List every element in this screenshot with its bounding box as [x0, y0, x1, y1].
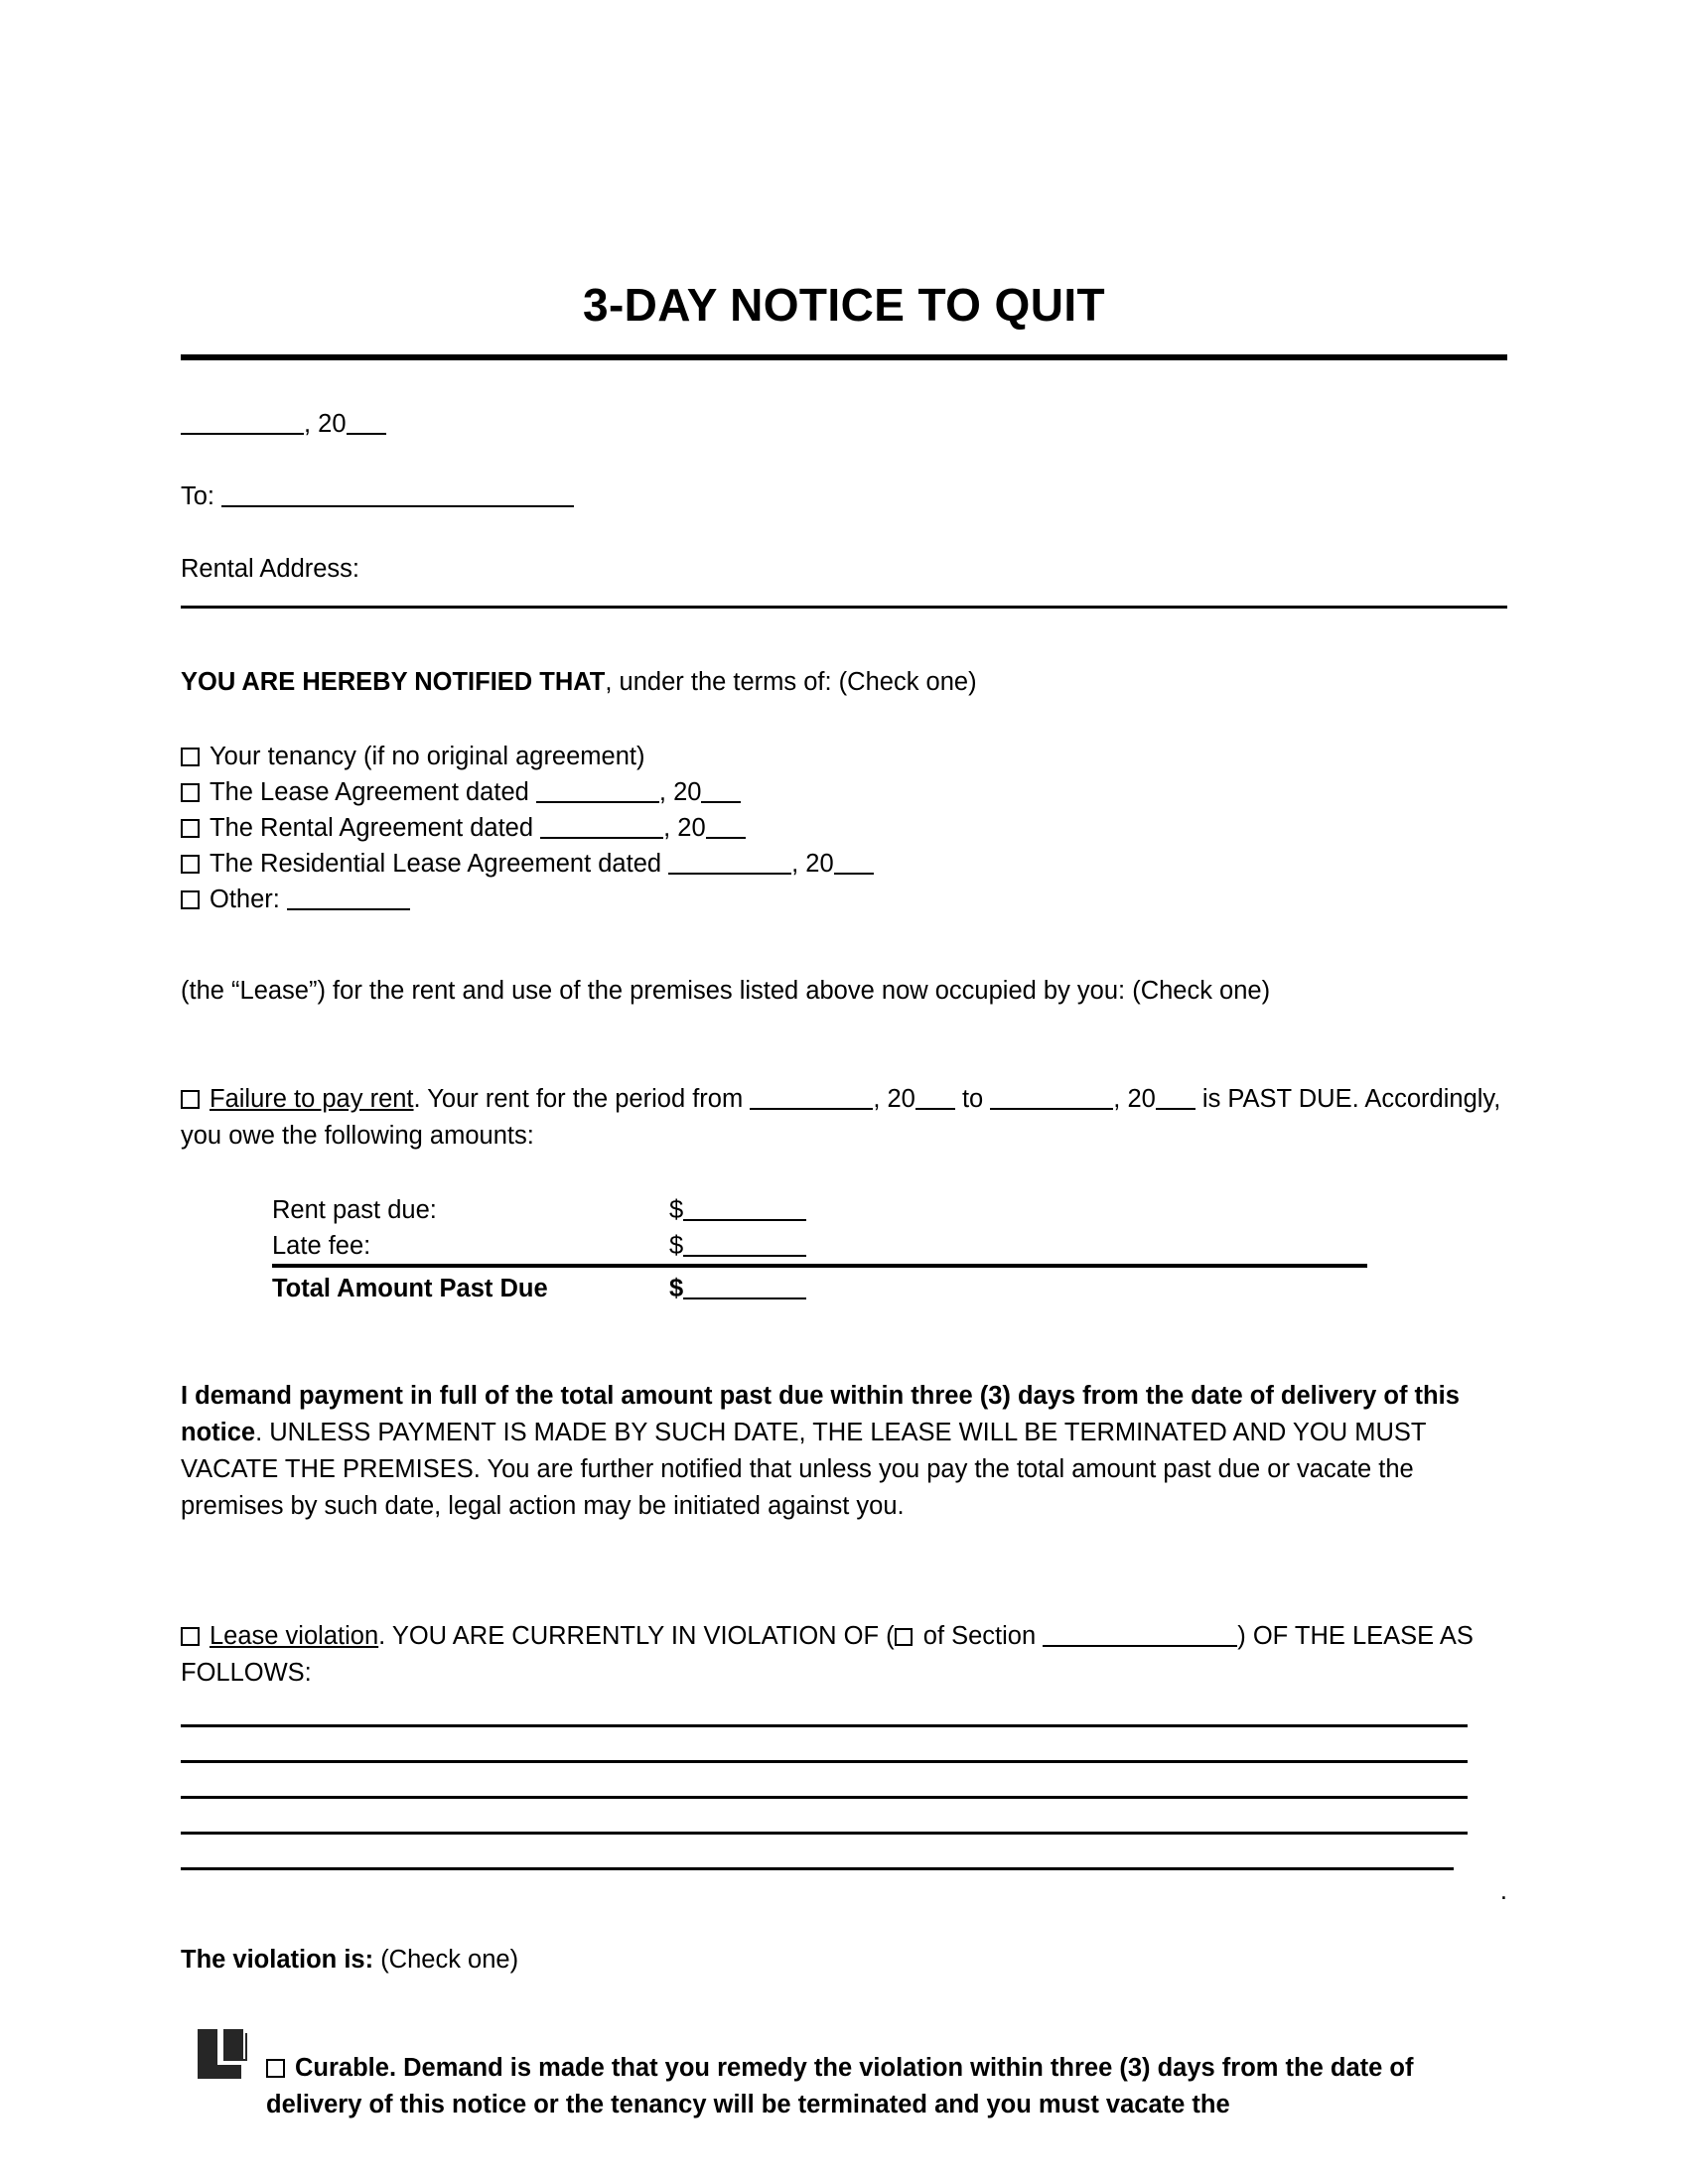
checkbox-icon[interactable] [181, 890, 200, 909]
lease-intro-paragraph: (the “Lease”) for the rent and use of the premises listed above now occupied by you: (Check one) [181, 976, 1271, 1005]
checkbox-icon[interactable] [181, 819, 200, 838]
violation-is-line [181, 1942, 1507, 1979]
violation-write-line[interactable] [181, 1867, 1454, 1870]
period-start-date-blank[interactable] [750, 1082, 873, 1110]
notice-date-line [181, 360, 1507, 443]
agreement-option-tenancy[interactable] [181, 739, 1507, 774]
currency-symbol: $ [669, 1231, 684, 1260]
to-label: To: [181, 481, 222, 510]
currency-symbol: $ [669, 1195, 684, 1224]
agreement-option-label: Your tenancy (if no original agreement) [210, 742, 645, 770]
table-row [272, 1192, 1367, 1228]
period-end-date-blank[interactable] [990, 1082, 1113, 1110]
total-past-due-label: Total Amount Past Due [272, 1266, 669, 1306]
table-spacer-cell [997, 1192, 1367, 1228]
failure-to-pay-paragraph [181, 1081, 1507, 1155]
recipient-line [181, 443, 1507, 515]
demand-payment-rest: . UNLESS PAYMENT IS MADE BY SUCH DATE, THE LEASE WILL BE TERMINATED AND YOU MUST VACATE THE PREMISES. You are further notified that unless you pay the total amount past due or vacate the premises by such date, legal action may be initiated against you. [181, 1418, 1427, 1520]
total-past-due-blank[interactable] [683, 1272, 806, 1299]
rental-agreement-date-blank[interactable] [540, 811, 663, 839]
agreement-options-list [181, 739, 1507, 917]
table-row [272, 1228, 1367, 1266]
late-fee-value-cell [669, 1228, 997, 1266]
agreement-option-label: The Rental Agreement dated [210, 813, 541, 842]
checkbox-icon[interactable] [266, 2059, 285, 2078]
recipient-name-blank[interactable] [221, 479, 574, 507]
curable-option[interactable] [181, 2050, 1507, 2123]
agreement-option-residential-lease[interactable] [181, 846, 1507, 882]
page-title: 3-DAY NOTICE TO QUIT [582, 279, 1106, 331]
lease-violation-part2: of Section [915, 1621, 1044, 1650]
agreement-option-label: The Lease Agreement dated [210, 777, 536, 806]
lease-violation-paragraph [181, 1618, 1507, 1692]
violation-write-line[interactable] [181, 1724, 1468, 1727]
checkbox-icon[interactable] [181, 783, 200, 802]
rental-address-label: Rental Address: [181, 554, 360, 583]
agreement-option-label: The Residential Lease Agreement dated [210, 849, 669, 878]
total-past-due-value-cell [669, 1266, 997, 1306]
late-fee-label: Late fee: [272, 1231, 371, 1260]
rent-past-due-blank[interactable] [683, 1193, 806, 1221]
rent-past-due-value-cell [669, 1192, 997, 1228]
checkbox-icon[interactable] [181, 855, 200, 874]
violation-write-line-final-wrap [181, 1867, 1507, 1905]
violation-description-lines [181, 1724, 1507, 1905]
currency-symbol: $ [669, 1274, 684, 1302]
agreement-option-other[interactable] [181, 882, 1507, 917]
past-due-amounts-table [272, 1192, 1367, 1306]
notice-year-blank[interactable] [347, 407, 386, 435]
hereby-notified-line [181, 664, 1507, 701]
table-spacer-cell [997, 1266, 1367, 1306]
violation-is-rest: (Check one) [373, 1945, 519, 1974]
hereby-notified-bold: YOU ARE HEREBY NOTIFIED THAT [181, 667, 606, 696]
late-fee-blank[interactable] [683, 1229, 806, 1257]
violation-write-line[interactable] [181, 1760, 1468, 1763]
lease-section-blank[interactable] [1043, 1619, 1237, 1647]
checkbox-icon[interactable] [181, 748, 200, 766]
agreement-option-rental-agreement[interactable] [181, 810, 1507, 846]
table-row-total [272, 1266, 1367, 1306]
lease-agreement-year-prefix: , 20 [658, 777, 702, 806]
period-end-year-prefix: , 20 [1113, 1084, 1156, 1113]
notice-year-prefix: , 20 [304, 409, 347, 438]
checkbox-icon[interactable] [181, 1627, 200, 1646]
lease-agreement-year-blank[interactable] [701, 775, 741, 803]
agreement-option-label: Other: [210, 885, 287, 913]
period-start-year-blank[interactable] [915, 1082, 955, 1110]
period-mid: to [954, 1084, 991, 1113]
residential-lease-date-blank[interactable] [668, 847, 791, 875]
failure-to-pay-part1: . Your rent for the period from [413, 1084, 751, 1113]
period-end-year-blank[interactable] [1156, 1082, 1196, 1110]
checkbox-icon[interactable] [181, 1090, 200, 1109]
curable-option-label: Curable. Demand is made that you remedy the violation within three (3) days from the date of delivery of this notice or the tenancy will be terminated and you must vacate the [266, 2053, 1414, 2118]
failure-to-pay-heading: Failure to pay rent [210, 1084, 414, 1113]
residential-lease-year-blank[interactable] [834, 847, 874, 875]
violation-terminal-period: . [1499, 1876, 1507, 1905]
document-content [181, 0, 1507, 2123]
demand-payment-bold: I demand payment in full of the total amount past due within three (3) days from the date of delivery of this notice [181, 1381, 1460, 1446]
legal-templates-logo [196, 2027, 249, 2081]
rental-agreement-year-prefix: , 20 [663, 813, 706, 842]
notice-date-blank[interactable] [181, 407, 304, 435]
demand-payment-paragraph [181, 1378, 1507, 1525]
rental-agreement-year-blank[interactable] [706, 811, 746, 839]
violation-write-line[interactable] [181, 1832, 1468, 1835]
failure-to-pay-part2: is PAST DUE. Accordingly, you owe the following amounts: [181, 1084, 1501, 1150]
violation-is-label: The violation is: [181, 1945, 374, 1974]
lease-violation-part3: ) OF THE LEASE AS FOLLOWS: [181, 1621, 1474, 1687]
period-start-year-prefix: , 20 [873, 1084, 915, 1113]
residential-lease-year-prefix: , 20 [791, 849, 834, 878]
rent-past-due-label: Rent past due: [272, 1195, 437, 1224]
lease-agreement-date-blank[interactable] [536, 775, 659, 803]
logo-icon [196, 2027, 249, 2081]
lease-violation-part1: . YOU ARE CURRENTLY IN VIOLATION OF ( [378, 1621, 895, 1650]
table-spacer-cell [997, 1228, 1367, 1266]
hereby-notified-rest: , under the terms of: (Check one) [605, 667, 977, 696]
other-agreement-blank[interactable] [287, 883, 410, 910]
agreement-option-lease-agreement[interactable] [181, 774, 1507, 810]
checkbox-icon[interactable] [895, 1628, 913, 1646]
lease-violation-heading: Lease violation [210, 1621, 379, 1650]
violation-write-line[interactable] [181, 1796, 1468, 1799]
